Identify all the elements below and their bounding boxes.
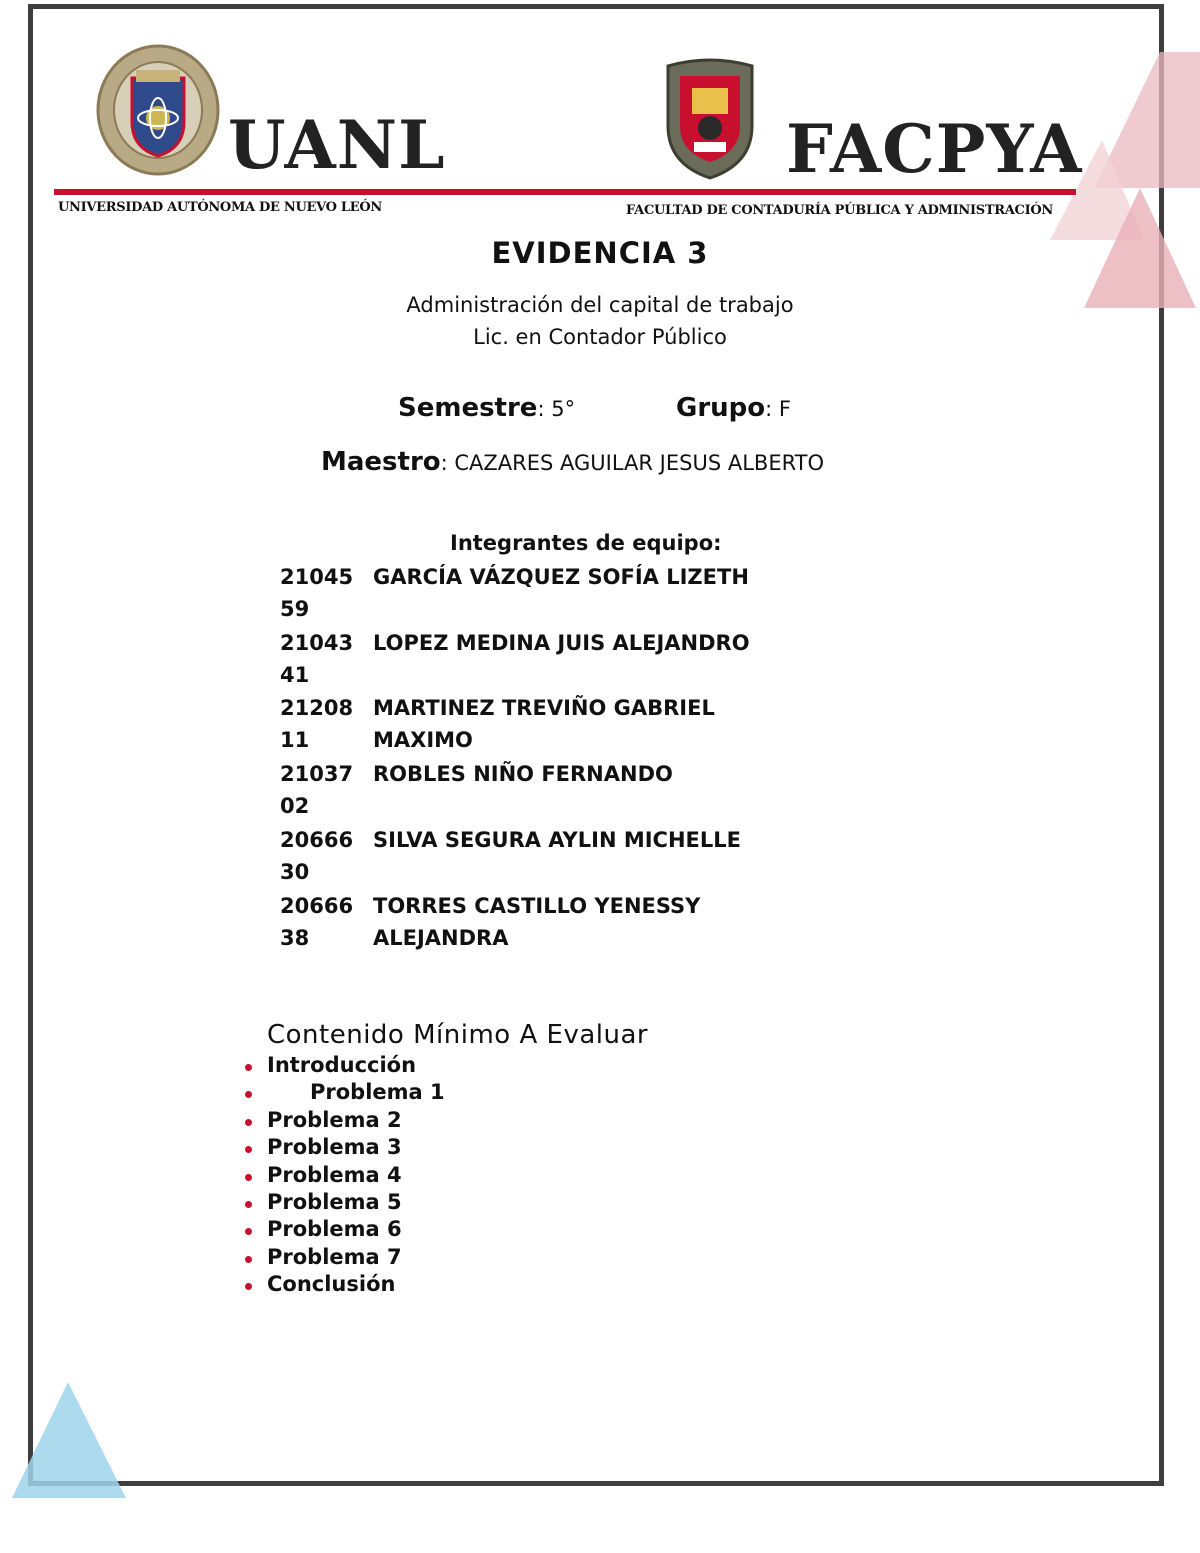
uanl-wordmark: UANL <box>228 106 446 184</box>
bullet-icon <box>245 1256 252 1263</box>
member-name: GARCÍA VÁZQUEZ SOFÍA LIZETH <box>373 565 749 589</box>
document-title: EVIDENCIA 3 <box>491 236 709 270</box>
member-id: 21037 02 <box>280 762 354 818</box>
bullet-icon <box>245 1119 252 1126</box>
maestro-label: Maestro <box>321 447 441 477</box>
member-id: 21208 11 <box>280 696 354 752</box>
grupo-field <box>676 393 791 423</box>
bullet-icon <box>245 1174 252 1181</box>
grupo-value: : F <box>765 397 791 421</box>
member-id: 20666 30 <box>280 828 354 884</box>
bullet-icon <box>245 1201 252 1208</box>
uanl-seal-icon <box>96 44 220 180</box>
decorative-blue-triangle <box>10 1378 130 1500</box>
semestre-field <box>398 393 575 423</box>
bullet-icon <box>245 1064 252 1071</box>
team-heading: Integrantes de equipo: <box>450 531 722 555</box>
facpya-wordmark: FACPYA <box>786 110 1083 188</box>
member-id: 21043 41 <box>280 631 354 687</box>
university-name: UNIVERSIDAD AUTÓNOMA DE NUEVO LEÓN <box>58 200 382 215</box>
header-red-rule <box>54 189 1076 195</box>
contents-heading: Contenido Mínimo A Evaluar <box>267 1020 649 1050</box>
facpya-seal-icon <box>660 52 760 182</box>
member-name: SILVA SEGURA AYLIN MICHELLE <box>373 828 741 852</box>
member-name: LOPEZ MEDINA JUIS ALEJANDRO <box>373 631 750 655</box>
member-name: MARTINEZ TREVIÑO GABRIEL MAXIMO <box>373 696 715 752</box>
subject-name: Administración del capital de trabajo <box>406 293 794 317</box>
member-id: 21045 59 <box>280 565 354 621</box>
semestre-label: Semestre <box>398 393 538 423</box>
grupo-label: Grupo <box>676 393 766 423</box>
semestre-value: : 5° <box>537 397 576 421</box>
member-id: 20666 38 <box>280 894 354 950</box>
maestro-field <box>321 447 824 477</box>
member-name: TORRES CASTILLO YENESSY ALEJANDRA <box>373 894 701 950</box>
faculty-name: FACULTAD DE CONTADURÍA PÚBLICA Y ADMINISTRACIÓN <box>626 203 1053 218</box>
member-name: ROBLES NIÑO FERNANDO <box>373 762 673 786</box>
maestro-value: : CAZARES AGUILAR JESUS ALBERTO <box>440 451 825 475</box>
career-name: Lic. en Contador Público <box>473 325 727 349</box>
